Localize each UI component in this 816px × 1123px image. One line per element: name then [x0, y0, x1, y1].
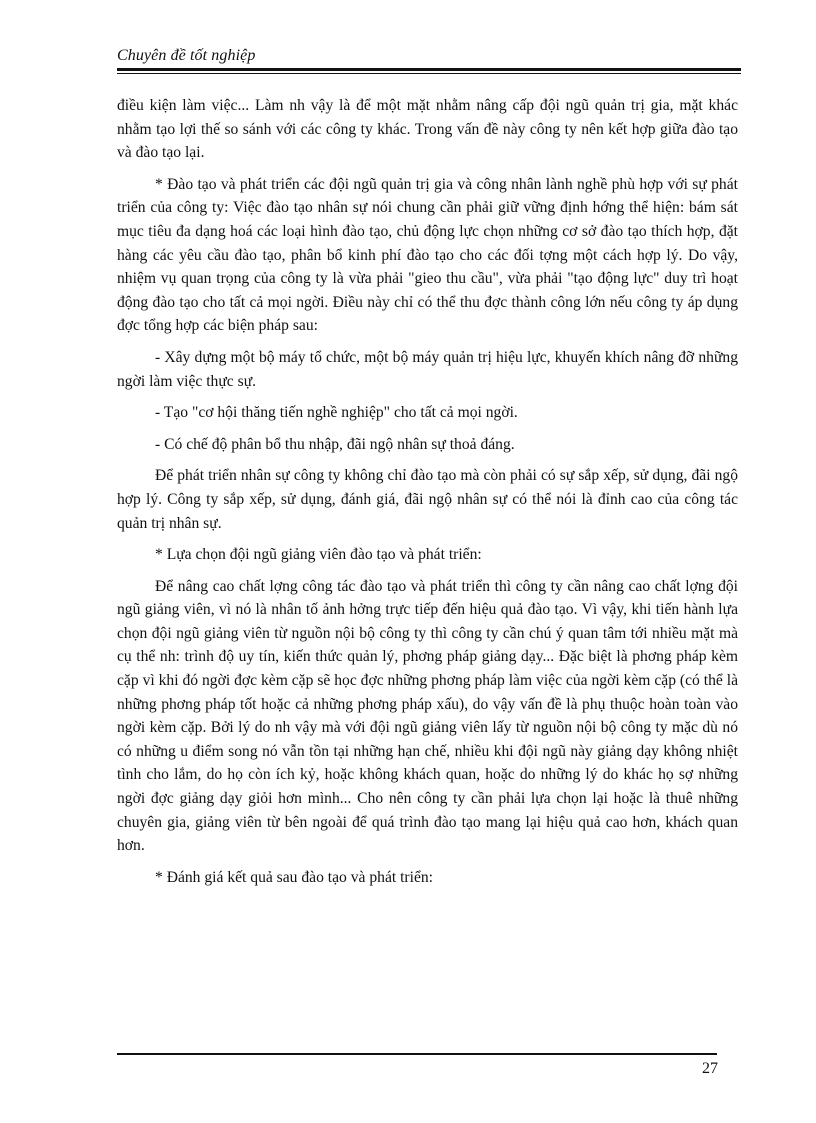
- section-heading: * Đánh giá kết quả sau đào tạo và phát triển:: [155, 868, 433, 886]
- page-footer: [117, 1053, 717, 1055]
- paragraph: điều kiện làm việc... Làm nh vậy là để một mặt nhằm nâng cấp đội ngũ quản trị gia, mặt khác nhằm tạo lợi thế so sánh với các công ty khác. Trong vấn đề này công ty nên kết hợp giữa đào tạo và đào tạo lại.: [117, 97, 738, 162]
- section-heading: * Lựa chọn đội ngũ giảng viên đào tạo và phát triển:: [155, 546, 482, 564]
- page-number: 27: [702, 1060, 718, 1077]
- paragraph: * Đào tạo và phát triển các đội ngũ quản trị gia và công nhân lành nghề phù hợp với sự phát triển của công ty: Việc đào tạo nhân sự nói chung cần phải giữ vững định hớng thể hiện: bám sát mục tiêu đa dạng hoá các loại hình đào tạo, chủ động lực chọn những cơ sở đào tạo thích hợp, đặt hàng các yêu cầu đào tạo, phân bổ kinh phí đào tạo cho các đối tợng một cách hợp lý. Do vậy, nhiệm vụ quan trọng của công ty là vừa phải "gieo thu cầu", vừa phải "tạo động lực" duy trì hoạt động đào tạo cho tất cả mọi ngời. Điều này chỉ có thể thu đợc thành công lớn nếu công ty áp dụng đợc tổng hợp các biện pháp sau:: [117, 175, 738, 335]
- footer-rule: [117, 1053, 717, 1055]
- page-header: [117, 46, 741, 74]
- body-text: [117, 94, 738, 897]
- header-rule-thin: [117, 73, 741, 74]
- paragraph: Để phát triển nhân sự công ty không chỉ đào tạo mà còn phải có sự sắp xếp, sử dụng, đãi ngộ hợp lý. Công ty sắp xếp, sử dụng, đánh giá, đãi ngộ nhân sự có thể nói là đỉnh cao của công tác quản trị nhân sự.: [117, 467, 738, 532]
- header-title: Chuyên đề tốt nghiệp: [117, 47, 256, 64]
- paragraph: Để nâng cao chất lợng công tác đào tạo và phát triển thì công ty cần nâng cao chất lợng đội ngũ giảng viên, vì nó là nhân tố ảnh hởng trực tiếp đến hiệu quả đào tạo. Vì vậy, khi tiến hành lựa chọn đội ngũ giảng viên từ nguồn nội bộ công ty thì công ty cần chú ý quan tâm tới nhiều mặt mà cụ thể nh: trình độ uy tín, kiến thức quản lý, phơng pháp giảng dạy... Đặc biệt là phơng pháp kèm cặp vì khi đó ngời đợc kèm cặp sẽ học đợc những phơng pháp làm việc của ngời kèm cặp (có thể là những phơng pháp tốt hoặc cả những phơng pháp xấu), do vậy vấn đề là phụ thuộc hoàn toàn vào ngời kèm cặp. Bởi lý do nh vậy mà với đội ngũ giảng viên lấy từ nguồn nội bộ công ty mặc dù nó có những u điểm song nó vẫn tồn tại những hạn chế, nhiều khi đội ngũ này giảng dạy không nhiệt tình cho lắm, do họ còn ích kỷ, hoặc không khách quan, hoặc do những lý do khác họ sợ những ngời đợc giảng dạy giỏi hơn mình... Cho nên công ty cần phải lựa chọn lại hoặc là thuê những chuyên gia, giảng viên từ bên ngoài để quá trình đào tạo mang lại hiệu quả cao hơn, khách quan hơn.: [117, 577, 738, 855]
- bullet-item: - Có chế độ phân bổ thu nhập, đãi ngộ nhân sự thoả đáng.: [155, 435, 515, 453]
- bullet-item: - Xây dựng một bộ máy tổ chức, một bộ máy quản trị hiệu lực, khuyến khích nâng đỡ những ngời làm việc thực sự.: [117, 348, 738, 390]
- header-rule: [117, 68, 741, 71]
- bullet-item: - Tạo "cơ hội thăng tiến nghề nghiệp" cho tất cả mọi ngời.: [155, 404, 518, 422]
